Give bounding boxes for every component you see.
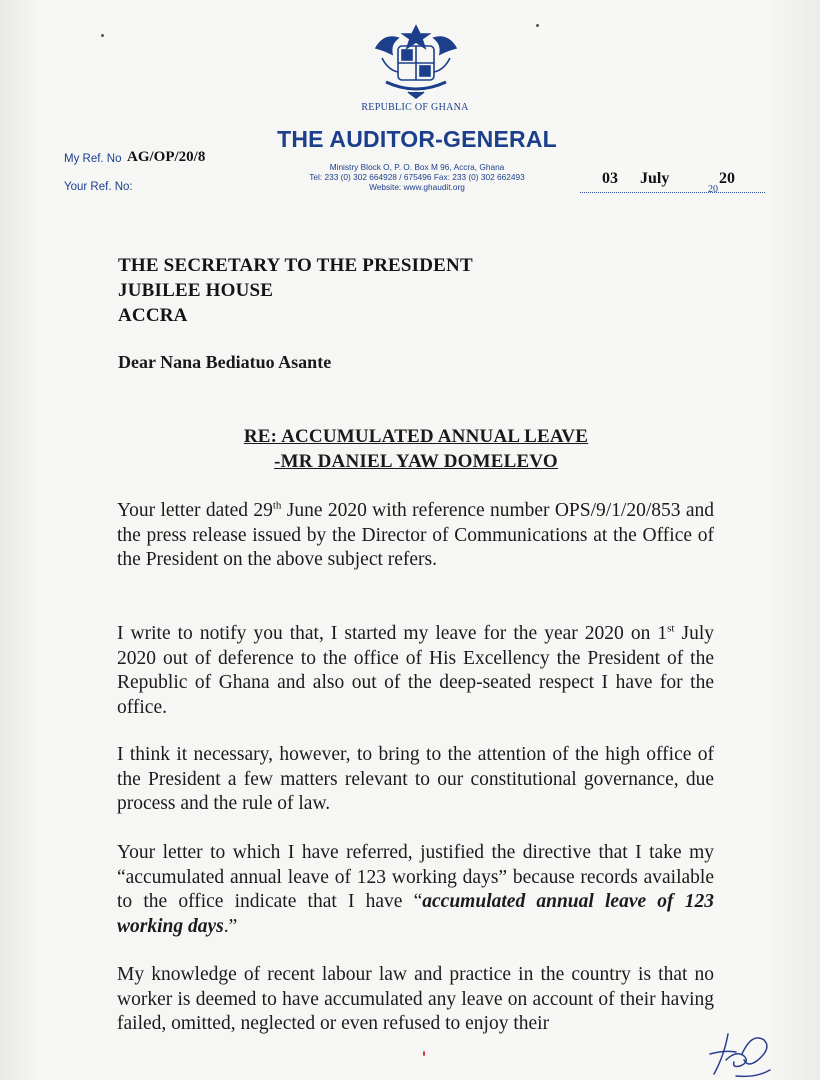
recipient-line-1: THE SECRETARY TO THE PRESIDENT <box>118 255 473 276</box>
republic-caption: REPUBLIC OF GHANA <box>361 102 469 113</box>
contact-address: Ministry Block O, P. O. Box M 96, Accra, Ghana <box>329 162 505 172</box>
p4-emphasis: accumulated annual leave of 123 working days <box>117 891 714 937</box>
p2-sup: st <box>667 622 675 635</box>
p1-text-b: June 2020 with reference number OPS/9/1/20/853 and the press release issued by the Director of Communications at the Office of the President on the above subject refers. <box>117 500 714 570</box>
recipient-line-2: JUBILEE HOUSE <box>118 280 274 301</box>
your-ref-label: Your Ref. No: <box>64 181 133 193</box>
letterhead-title: THE AUDITOR-GENERAL <box>277 126 557 152</box>
p4-text-b: .” <box>223 915 238 937</box>
p1-text-a: Your letter dated 29 <box>117 500 273 521</box>
my-ref-value: AG/OP/20/8 <box>127 149 206 165</box>
contact-website: Website: www.ghaudit.org <box>369 182 465 192</box>
ghana-coat-of-arms-icon <box>368 22 464 102</box>
handwritten-initials-icon <box>706 1024 776 1080</box>
p4-text-a: Your letter to which I have referred, justified the directive that I take my “accumulated annual leave of 123 working days” because records available to the office indicate that I have “ <box>117 842 714 912</box>
p2-text-a: I write to notify you that, I started my leave for the year 2020 on 1 <box>117 623 668 644</box>
subject-line-1: RE: ACCUMULATED ANNUAL LEAVE <box>243 426 589 447</box>
letterhead-contact <box>262 162 572 192</box>
recipient-line-3: ACCRA <box>118 305 188 326</box>
body-paragraph-1 <box>117 499 714 573</box>
paper-speck <box>423 1051 425 1056</box>
contact-phone: Tel: 233 (0) 302 664928 / 675496 Fax: 233 (0) 302 662493 <box>309 172 525 182</box>
date-dotted-line <box>580 192 765 193</box>
date-day: 03 <box>602 170 618 187</box>
p2-text-b: July 2020 out of deference to the office of His Excellency the President of the Republic of Ghana and also out of the deep-seated respect I have for the office. <box>117 623 714 718</box>
my-ref-label: My Ref. No <box>64 153 122 165</box>
date-year-prefix: 20 <box>708 184 718 195</box>
body-paragraph-4 <box>117 841 714 939</box>
p1-sup: th <box>272 499 282 512</box>
date-month: July <box>640 170 670 187</box>
body-paragraph-3: I think it necessary, however, to bring to the attention of the high office of the President a few matters relevant to our constitutional governance, due process and the rule of law. <box>117 744 714 814</box>
paper-speck <box>101 34 104 37</box>
paper-speck <box>536 24 539 27</box>
body-paragraph-2 <box>117 622 714 720</box>
subject-line-2: -MR DANIEL YAW DOMELEVO <box>274 451 558 472</box>
date-year: 20 <box>719 170 735 187</box>
body-paragraph-5: My knowledge of recent labour law and practice in the country is that no worker is deemed to have accumulated any leave on account of their having failed, omitted, neglected or even refused to enjoy their <box>117 964 714 1034</box>
salutation: Dear Nana Bediatuo Asante <box>118 352 332 372</box>
